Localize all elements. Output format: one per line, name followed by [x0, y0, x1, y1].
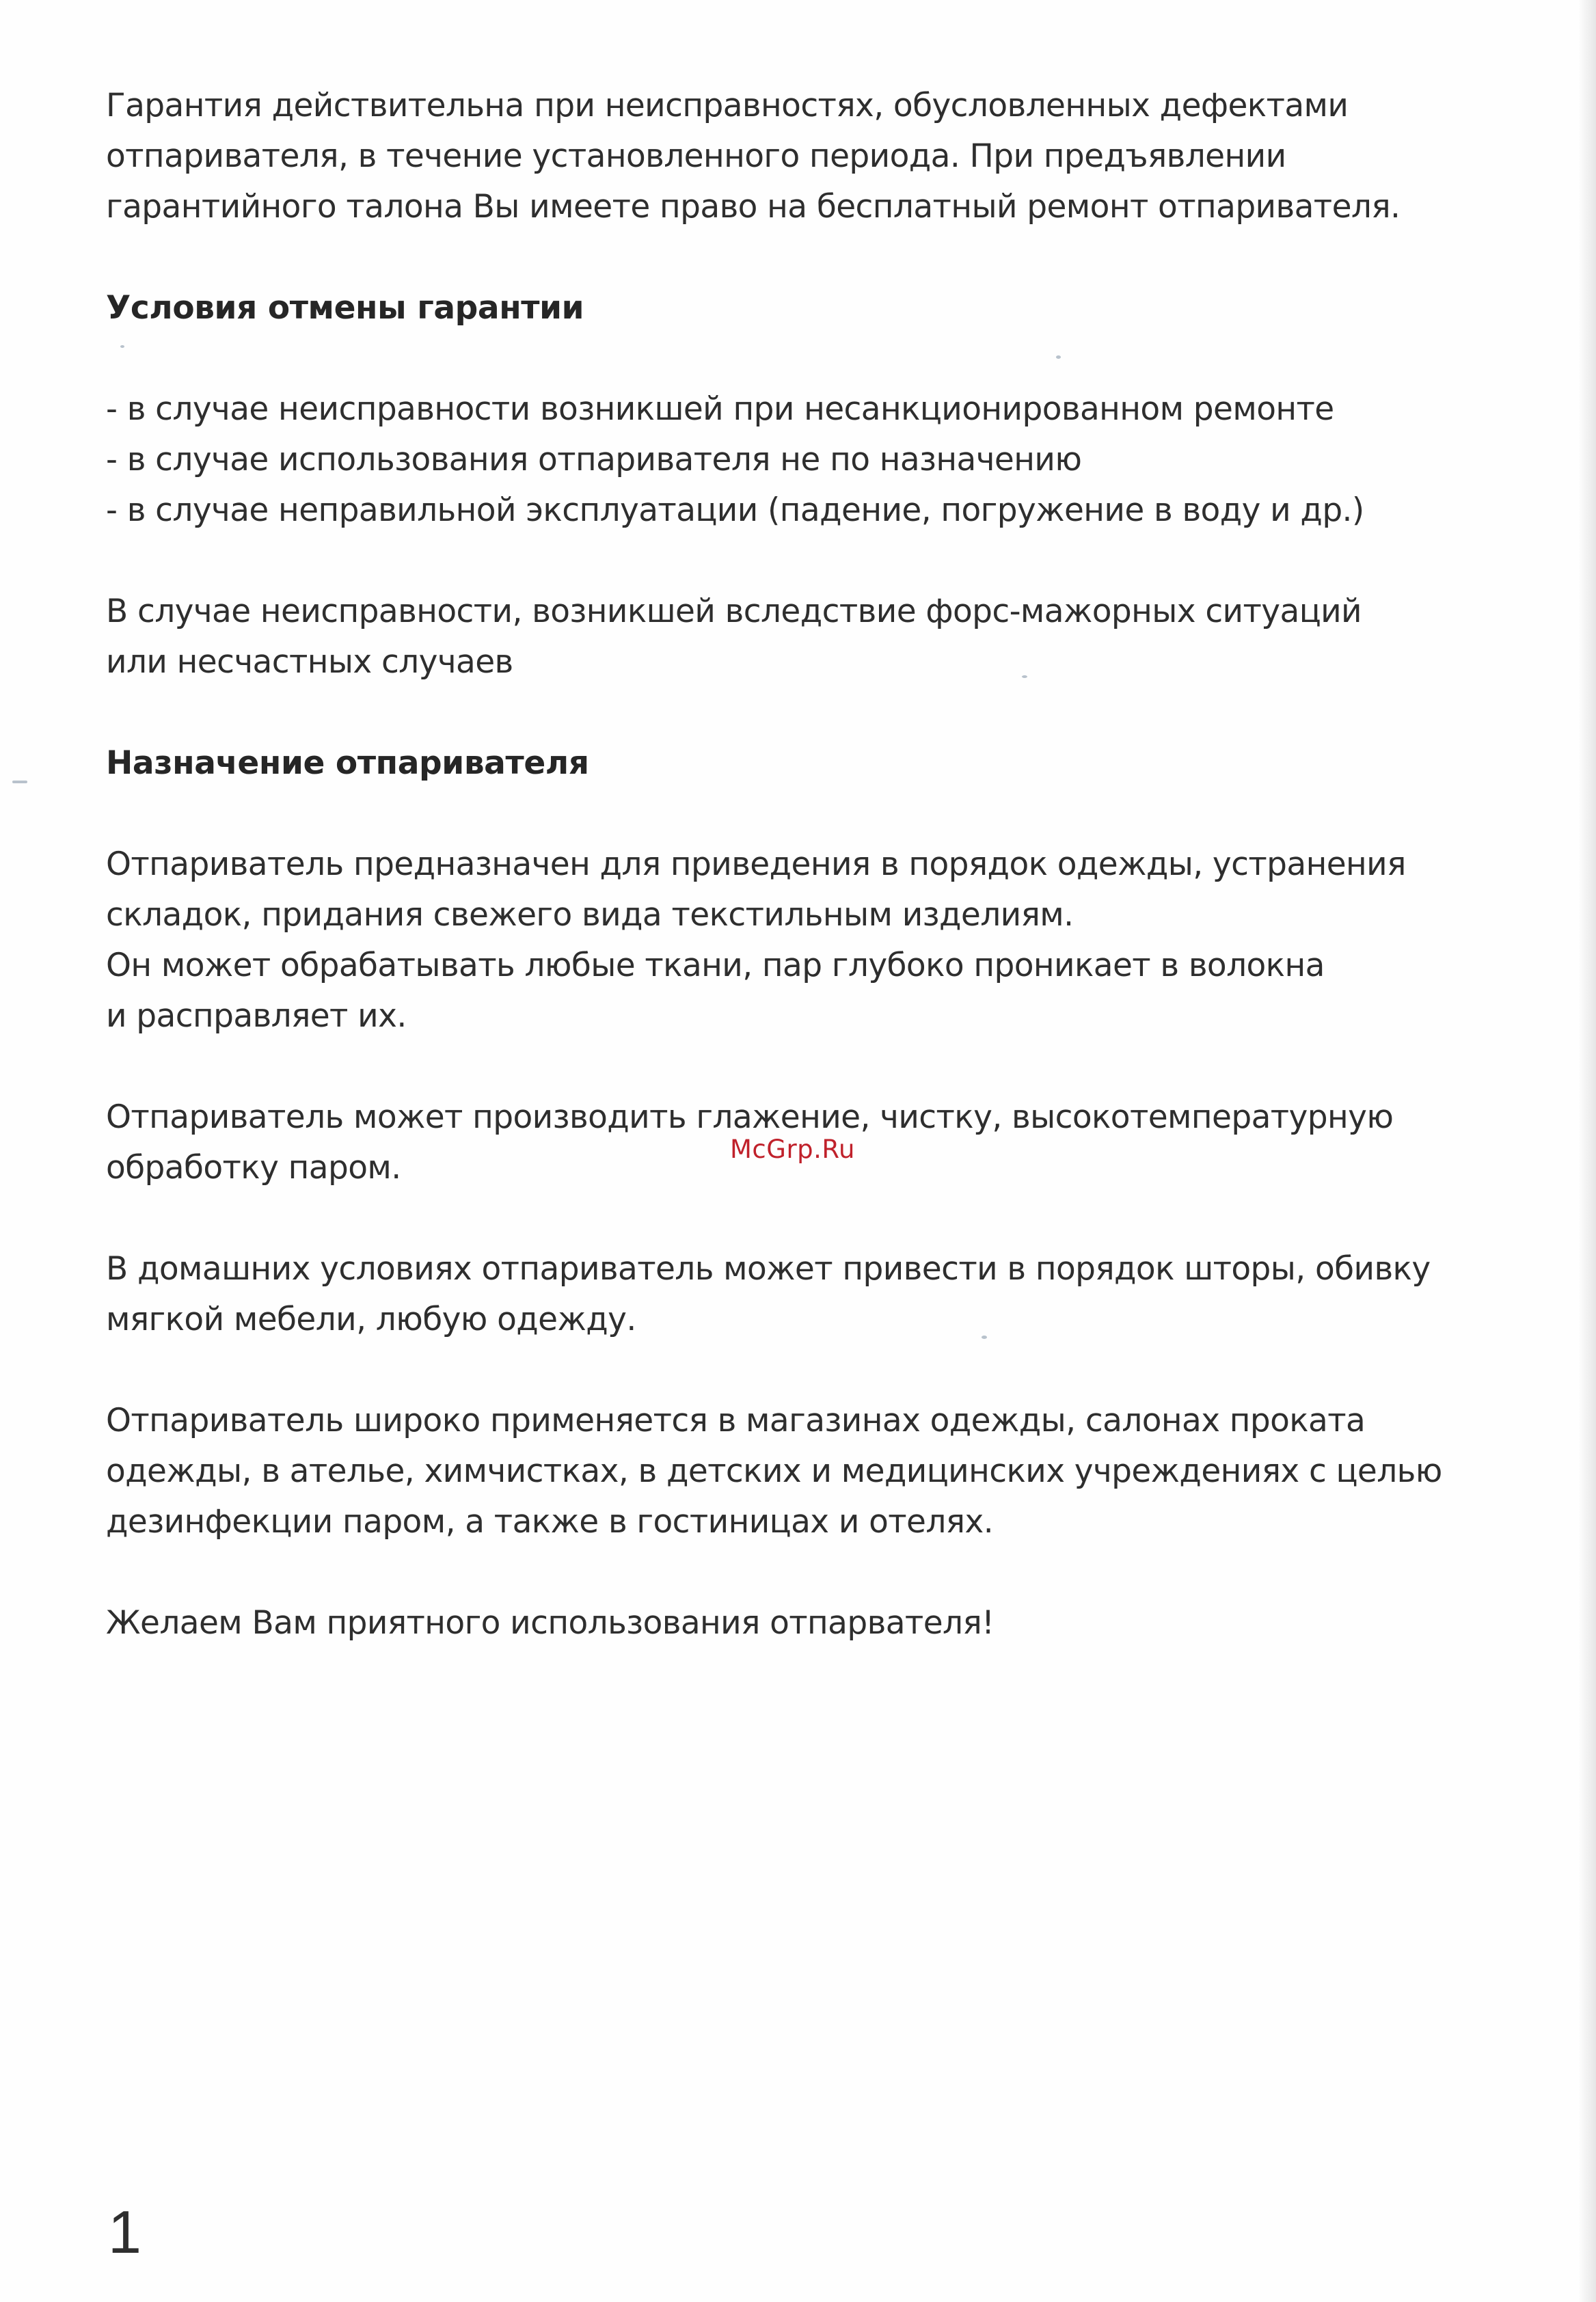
page-number: 1: [108, 2198, 141, 2266]
list-item: - в случае неправильной эксплуатации (падение, погружение в воду и др.): [106, 491, 1364, 529]
text-line: дезинфекции паром, а также в гостиницах и отелях.: [106, 1503, 994, 1541]
text-line: гарантийного талона Вы имеете право на бесплатный ремонт отпаривателя.: [106, 188, 1401, 226]
text-line: Он может обрабатывать любые ткани, пар глубоко проникает в волокна: [106, 947, 1325, 984]
purpose-paragraph-4: [106, 1396, 1514, 1547]
purpose-paragraph-1: [106, 839, 1514, 1042]
cancel-conditions-list: [106, 384, 1514, 536]
text-line: обработку паром.: [106, 1149, 401, 1187]
text-line: и расправляет их.: [106, 997, 407, 1035]
text-line: Отпариватель предназначен для приведения в порядок одежды, устранения: [106, 845, 1406, 883]
text-line: Отпариватель может производить глажение, чистку, высокотемпературную: [106, 1098, 1394, 1136]
text-line: или несчастных случаев: [106, 643, 513, 681]
purpose-heading: Назначение отпаривателя: [106, 744, 589, 782]
purpose-paragraph-3: [106, 1244, 1514, 1345]
text-line: складок, придания свежего вида текстильным изделиям.: [106, 896, 1074, 934]
closing-line: Желаем Вам приятного использования отпарвателя!: [106, 1604, 995, 1642]
text-line: отпаривателя, в течение установленного периода. При предъявлении: [106, 137, 1286, 175]
cancel-conditions-heading: Условия отмены гарантии: [106, 289, 584, 327]
text-line: В домашних условиях отпариватель может привести в порядок шторы, обивку: [106, 1250, 1431, 1288]
list-item: - в случае неисправности возникшей при несанкционированном ремонте: [106, 390, 1334, 428]
text-line: Гарантия действительна при неисправностях, обусловленных дефектами: [106, 87, 1349, 124]
warranty-intro-paragraph: [106, 81, 1514, 232]
text-line: мягкой мебели, любую одежду.: [106, 1301, 636, 1338]
text-line: В случае неисправности, возникшей вследствие форс-мажорных ситуаций: [106, 593, 1362, 630]
watermark-text: McGrp.Ru: [730, 1135, 855, 1164]
text-line: Отпариватель широко применяется в магазинах одежды, салонах проката: [106, 1402, 1366, 1439]
list-item: - в случае использования отпаривателя не по назначению: [106, 441, 1082, 478]
force-majeure-paragraph: [106, 586, 1514, 688]
text-line: одежды, в ателье, химчистках, в детских и медицинских учреждениях с целью: [106, 1452, 1442, 1490]
scan-edge-shadow: [1578, 0, 1596, 2302]
scan-speck: [12, 781, 27, 783]
document-body: [106, 81, 1514, 1649]
